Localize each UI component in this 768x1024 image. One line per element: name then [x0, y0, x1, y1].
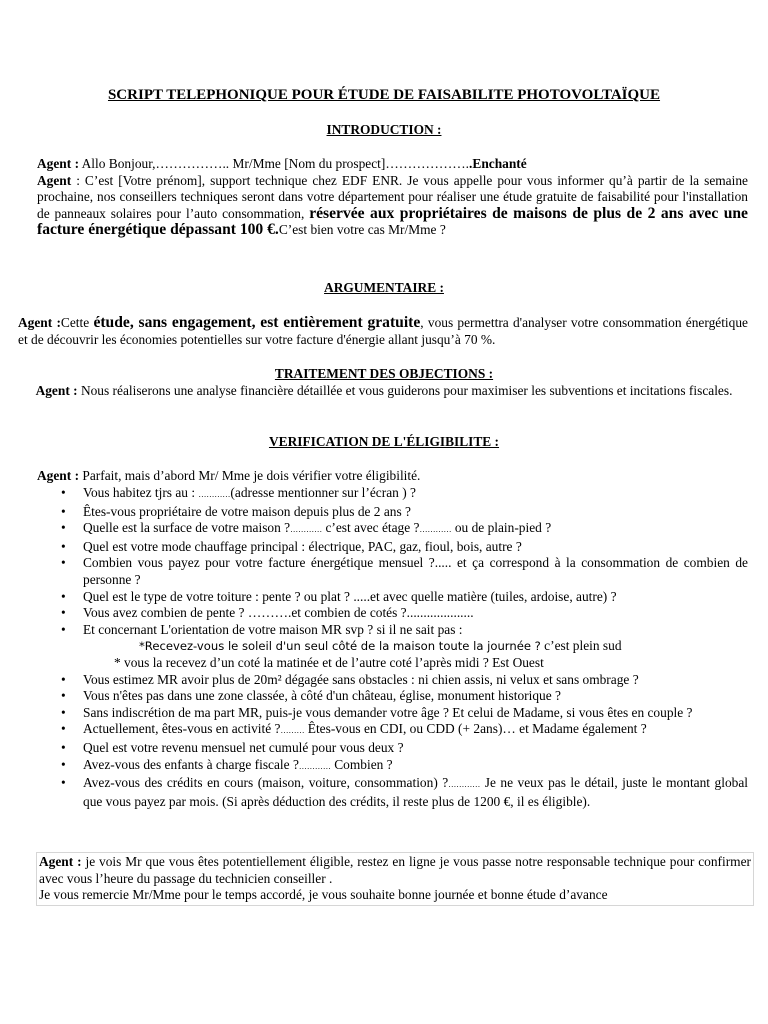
list-item: • Quel est votre mode chauffage principal : électrique, PAC, gaz, fioul, bois, autre ? [58, 539, 748, 556]
objections-heading: TRAITEMENT DES OBJECTIONS : [274, 366, 494, 381]
list-item: • Quelle est la surface de votre maison ?………… c’est avec étage ?………… ou de plain-pied ? [58, 520, 748, 539]
list-item: • Quel est le type de votre toiture : pente ? ou plat ? .....et avec quelle matière (tuiles, ardoise, autre) ? [58, 589, 748, 606]
list-item: • Vous estimez MR avoir plus de 20m² dégagée sans obstacles : ni chien assis, ni velux et sans ombrage ? [58, 672, 748, 689]
list-item: • Quel est votre revenu mensuel net cumulé pour vous deux ? [58, 740, 748, 757]
introduction-text [37, 156, 748, 239]
document-title: SCRIPT TELEPHONIQUE POUR ÉTUDE DE FAISABILITE PHOTOVOLTAÏQUE [107, 87, 661, 103]
agent-label: Agent : [35, 383, 78, 398]
free-study-highlight: étude, sans engagement, est entièrement gratuite [93, 314, 421, 331]
agent-label: Agent : [18, 315, 61, 330]
orientation-sub-question: * vous la recevez d’un coté la matinée et de l’autre coté l’après midi ? Est Ouest [114, 654, 544, 670]
list-item: • Avez-vous des crédits en cours (maison, voiture, consommation) ?………… Je ne veux pas le détail, juste le montant global que vous payez par mois. (Si après déduction des crédits, il reste plus de 1200 €, il es éligible). [58, 775, 748, 810]
list-item: • Sans indiscrétion de ma part MR, puis-je vous demander votre âge ? Et celui de Madame, si vous êtes en couple ? [58, 705, 748, 722]
intro-line-2: Agent : C’est [Votre prénom], support technique chez EDF ENR. Je vous appelle pour vous informer qu’à partir de la semaine prochaine, nos conseillers techniques seront dans votre département pour réaliser une étude gratuite de faisabilité pour l'installation de panneaux solaires pour l’auto consommation, réservée aux propriétaires de maisons de plus de 2 ans avec une facture énergétique dépassant 100 €.C’est bien votre cas Mr/Mme ? [37, 172, 748, 239]
objections-text: Agent : Nous réaliserons une analyse financière détaillée et vous guiderons pour maximiser les subventions et incitations fiscales. [35, 383, 733, 398]
agent-label: Agent : [39, 854, 82, 869]
agent-label: Agent : [37, 468, 80, 483]
closing-thanks: Je vous remercie Mr/Mme pour le temps accordé, je vous souhaite bonne journée et bonne étude d’avance [39, 887, 608, 903]
introduction-heading: INTRODUCTION : [326, 122, 442, 137]
list-item: • Vous n'êtes pas dans une zone classée, à côté d'un château, église, monument historique ? [58, 688, 748, 705]
list-item: • Actuellement, êtes-vous en activité ?……… Êtes-vous en CDI, ou CDD (+ 2ans)… et Madame également ? [58, 721, 748, 740]
orientation-sub-question: *Recevez-vous le soleil d'un seul côté de la maison toute la journée ? c’est plein sud [139, 638, 622, 654]
list-item: • Vous avez combien de pente ? ……….et combien de cotés ?.................... [58, 605, 748, 622]
closing-box [36, 852, 754, 906]
eligibility-condition: réservée aux propriétaires de maisons de plus de 2 ans avec une facture énergétique dépassant 100 €. [37, 204, 748, 239]
eligibility-questions [58, 485, 748, 810]
agent-label: Agent : [37, 156, 80, 171]
list-item: • Combien vous payez pour votre facture énergétique mensuel ?..... et ça correspond à la consommation de combien de personne ? [58, 555, 748, 588]
list-item: • Et concernant L'orientation de votre maison MR svp ? si il ne sait pas : *Recevez-vous le soleil d'un seul côté de la maison toute la journée ? c’est plein sud * vous la recevez d’un coté la matinée et de l’autre coté l’après midi ? Est Ouest [58, 622, 748, 672]
agent-label: Agent [37, 172, 72, 188]
closing-text: Agent : je vois Mr que vous êtes potentiellement éligible, restez en ligne je vous passe notre responsable technique pour confirmer avec vous l’heure du passage du technicien conseiller . [39, 854, 751, 886]
list-item: • Êtes-vous propriétaire de votre maison depuis plus de 2 ans ? [58, 504, 748, 521]
intro-line-1: Agent : Allo Bonjour,…………….. Mr/Mme [Nom du prospect]………………..Enchanté [37, 156, 527, 171]
argumentaire-text: Agent :Cette étude, sans engagement, est entièrement gratuite, vous permettra d'analyser votre consommation énergétique et de découvrir les économies potentielles sur votre facture d'énergie allant jusqu’à 70 %. [18, 314, 748, 347]
list-item: • Avez-vous des enfants à charge fiscale ?………… Combien ? [58, 757, 748, 776]
verification-intro: Agent : Parfait, mais d’abord Mr/ Mme je dois vérifier votre éligibilité. [37, 468, 421, 483]
verification-heading: VERIFICATION DE L'ÉLIGIBILITE : [268, 434, 500, 449]
list-item: • Vous habitez tjrs au : …………(adresse mentionner sur l’écran ) ? [58, 485, 748, 504]
argumentaire-heading: ARGUMENTAIRE : [324, 280, 444, 295]
